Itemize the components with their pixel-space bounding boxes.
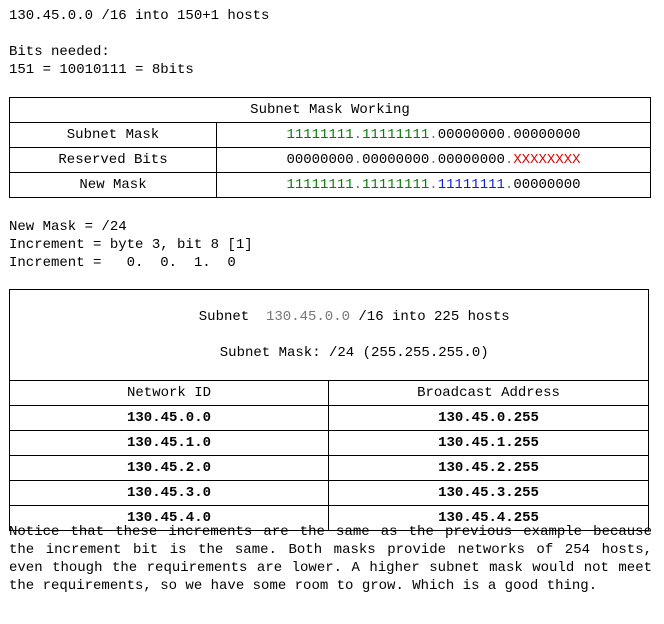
octet-separator: .	[353, 177, 363, 193]
binary-octet: 00000000	[437, 152, 505, 168]
title-prefix: Subnet	[198, 309, 266, 325]
binary-octet: 00000000	[286, 152, 354, 168]
binary-octet: 00000000	[362, 152, 430, 168]
broadcast-cell: 130.45.1.255	[329, 431, 649, 456]
column-header-network-id: Network ID	[10, 381, 329, 406]
working-table-title: Subnet Mask Working	[10, 98, 651, 123]
table-row	[10, 173, 651, 198]
binary-value	[217, 123, 651, 148]
octet-separator: .	[353, 127, 363, 143]
subnet-table-title	[10, 290, 649, 381]
octet-separator: .	[429, 152, 438, 168]
binary-octet: 11111111	[362, 177, 430, 193]
broadcast-cell: 130.45.0.255	[329, 406, 649, 431]
network-id-cell: 130.45.2.0	[10, 456, 329, 481]
row-label: Reserved Bits	[10, 148, 217, 173]
binary-value	[217, 148, 651, 173]
network-id-cell: 130.45.3.0	[10, 481, 329, 506]
subnet-mask-working-table	[9, 97, 651, 198]
binary-octet: 11111111	[286, 177, 354, 193]
network-id-cell: 130.45.0.0	[10, 406, 329, 431]
table-row	[10, 148, 651, 173]
binary-octet: XXXXXXXX	[513, 152, 581, 168]
table-row	[10, 481, 649, 506]
page-title: 130.45.0.0 /16 into 150+1 hosts	[9, 8, 270, 24]
binary-octet: 00000000	[513, 127, 581, 143]
broadcast-cell: 130.45.3.255	[329, 481, 649, 506]
binary-octet: 00000000	[437, 127, 505, 143]
octet-separator: .	[429, 177, 438, 193]
broadcast-cell: 130.45.4.255	[329, 506, 649, 531]
octet-separator: .	[353, 152, 363, 168]
bits-needed-label: Bits needed:	[9, 44, 110, 60]
row-label: New Mask	[10, 173, 217, 198]
binary-octet: 00000000	[513, 177, 581, 193]
binary-value	[217, 173, 651, 198]
network-id-cell: 130.45.1.0	[10, 431, 329, 456]
broadcast-cell: 130.45.2.255	[329, 456, 649, 481]
binary-octet: 11111111	[286, 127, 354, 143]
table-row	[10, 431, 649, 456]
binary-octet: 11111111	[437, 177, 505, 193]
octet-separator: .	[429, 127, 438, 143]
row-label: Subnet Mask	[10, 123, 217, 148]
increment-value: Increment = 0. 0. 1. 0	[9, 255, 236, 271]
octet-separator: .	[504, 127, 514, 143]
subnet-mask-line: Subnet Mask: /24 (255.255.255.0)	[219, 345, 489, 361]
octet-separator: .	[504, 152, 514, 168]
network-id-cell: 130.45.4.0	[10, 506, 329, 531]
title-network: 130.45.0.0	[265, 309, 350, 325]
explanation-paragraph: Notice that these increments are the same as the previous example because the increment bit is the same. Both masks provide networks of 254 hosts, even though the requirements are lower. A higher subnet mask would not meet the requirements, so we have some room to grow. Which is a good thing.	[9, 524, 652, 594]
binary-octet: 11111111	[362, 127, 430, 143]
column-header-broadcast: Broadcast Address	[329, 381, 649, 406]
title-suffix: /16 into 225 hosts	[350, 309, 510, 325]
octet-separator: .	[504, 177, 514, 193]
table-row	[10, 123, 651, 148]
table-row	[10, 406, 649, 431]
new-mask-result: New Mask = /24	[9, 219, 127, 235]
subnet-table	[9, 289, 649, 531]
table-row	[10, 456, 649, 481]
increment-bits: Increment = byte 3, bit 8 [1]	[9, 237, 253, 253]
bits-calculation: 151 = 10010111 = 8bits	[9, 62, 194, 78]
